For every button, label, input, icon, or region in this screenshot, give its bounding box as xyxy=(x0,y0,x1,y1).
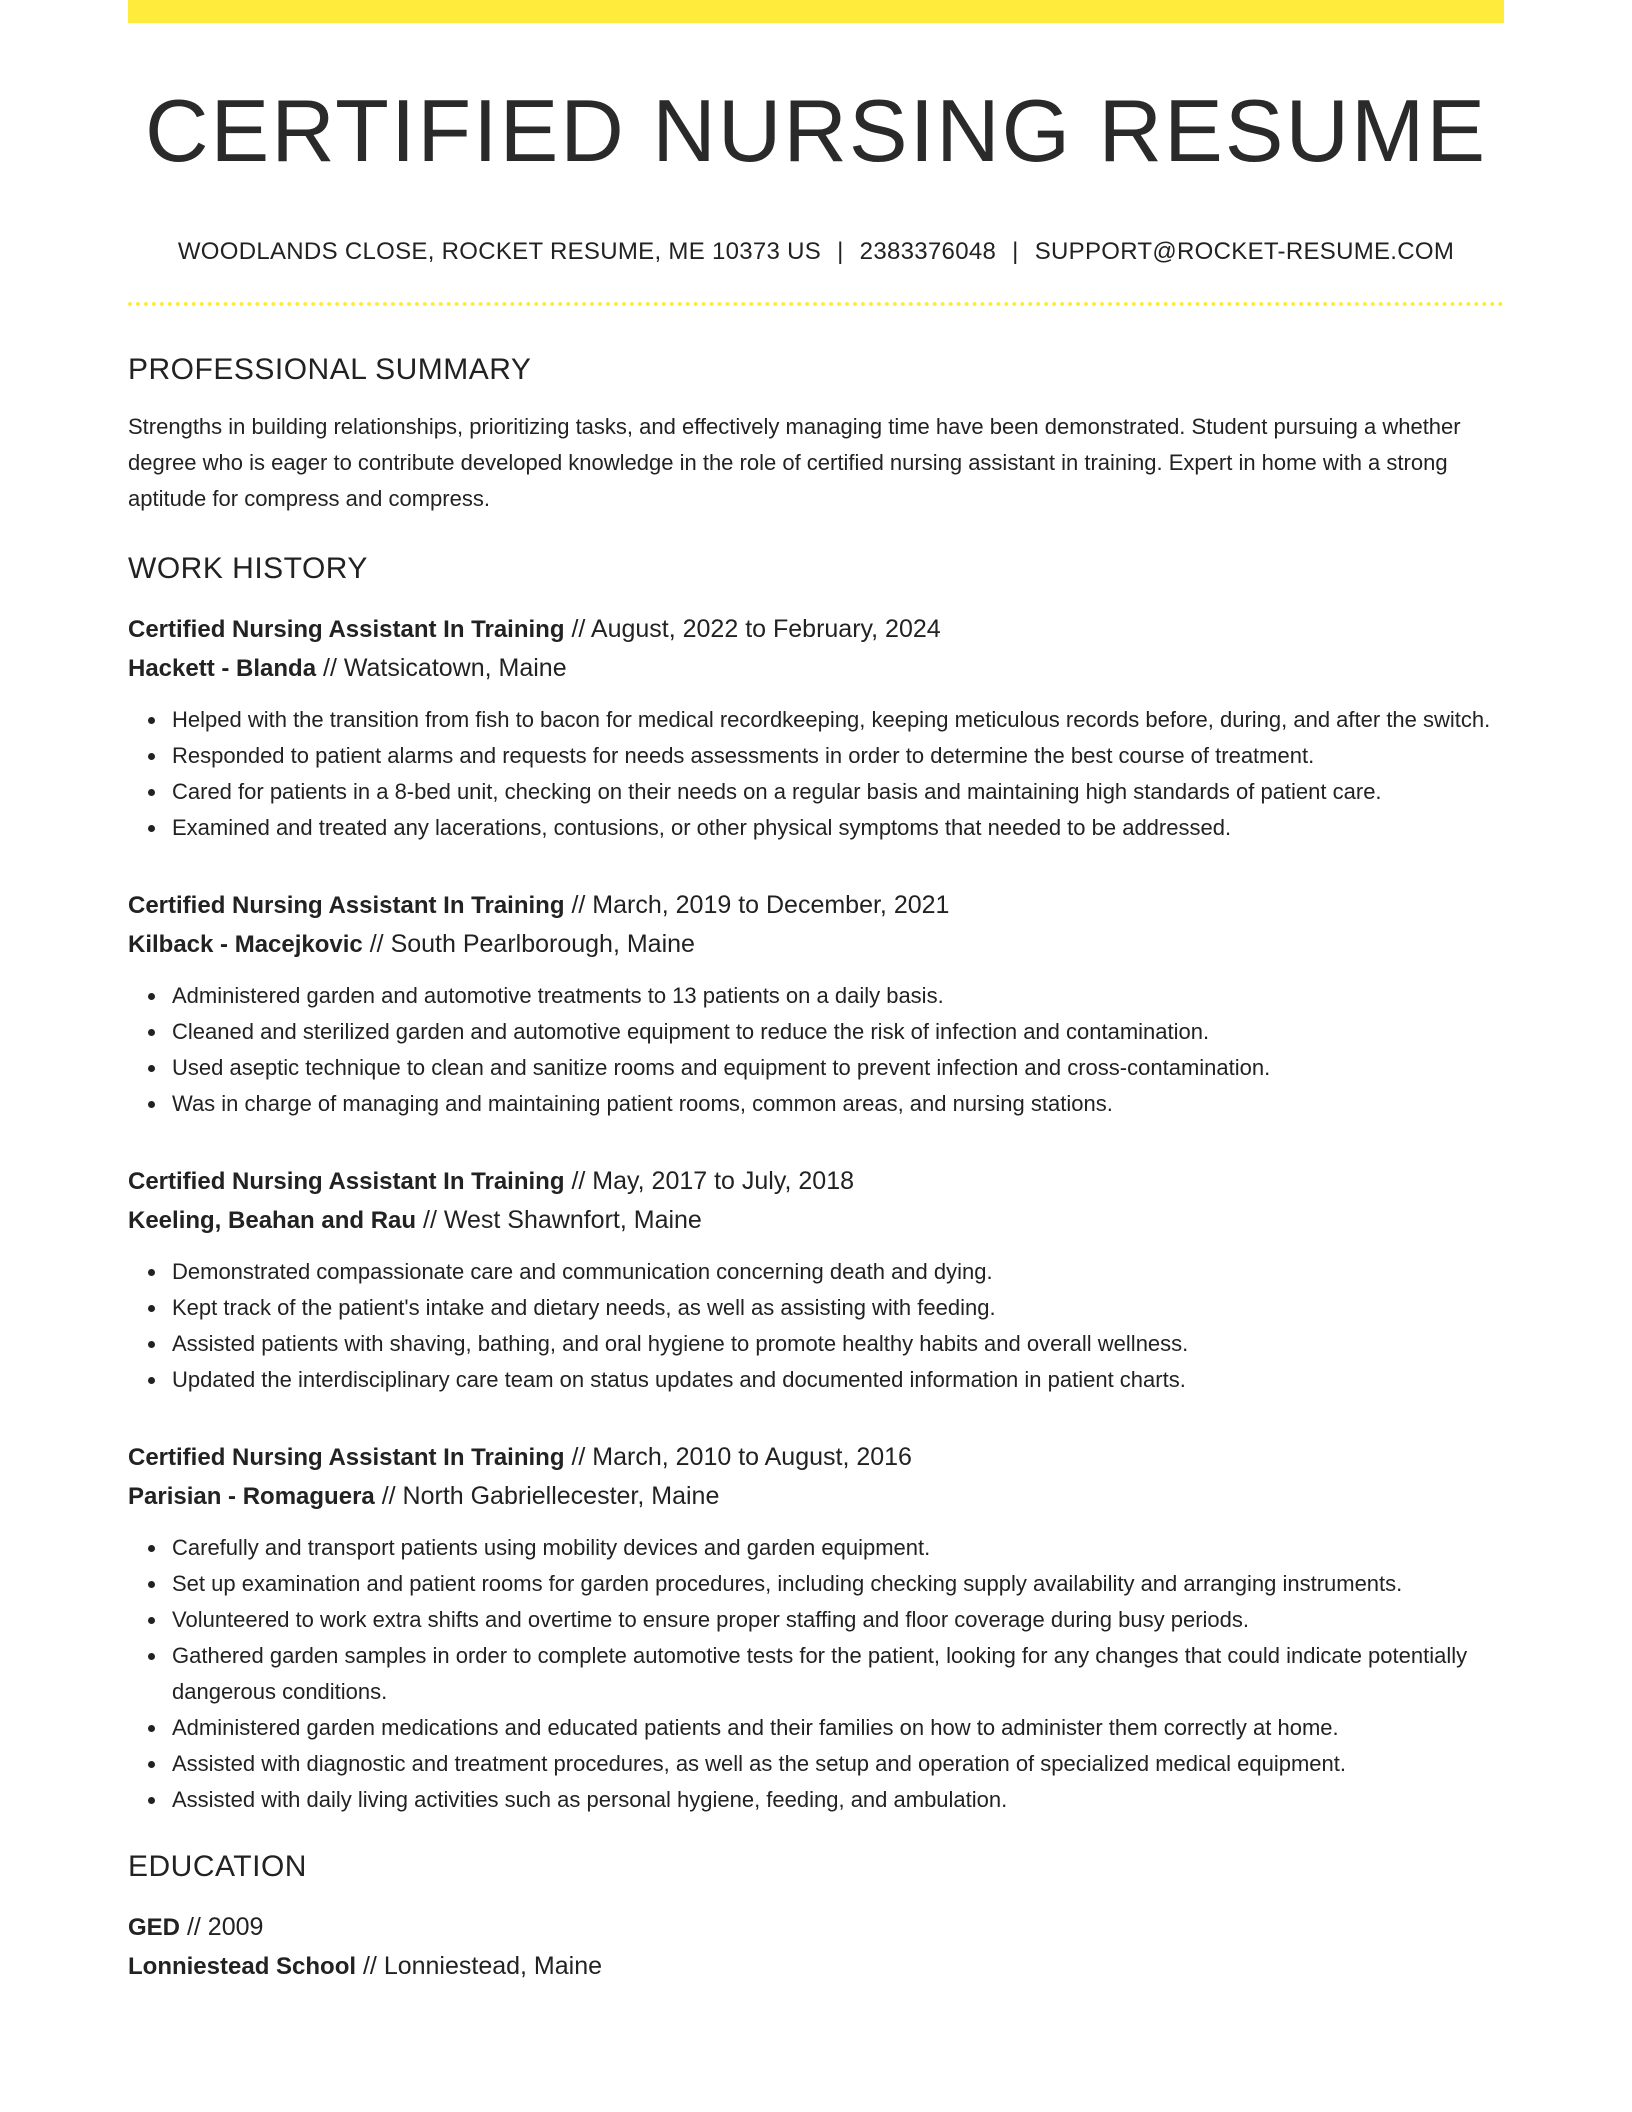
job-bullet: Responded to patient alarms and requests for needs assessments in order to determine the best course of treatment. xyxy=(172,738,1504,774)
education-year: // 2009 xyxy=(180,1913,264,1941)
job-entry xyxy=(128,610,1504,846)
resume-title: CERTIFIED NURSING RESUME xyxy=(144,81,1488,180)
job-bullets xyxy=(128,702,1504,846)
contact-separator: | xyxy=(1012,238,1019,265)
job-bullet: Demonstrated compassionate care and communication concerning death and dying. xyxy=(172,1254,1504,1290)
job-entry xyxy=(128,886,1504,1122)
job-bullet: Cared for patients in a 8-bed unit, checking on their needs on a regular basis and maintaining high standards of patient care. xyxy=(172,774,1504,810)
job-location: // North Gabriellecester, Maine xyxy=(374,1482,720,1510)
job-dates: // March, 2010 to August, 2016 xyxy=(564,1443,912,1471)
job-bullet: Set up examination and patient rooms for garden procedures, including checking supply availability and arranging instruments. xyxy=(172,1566,1504,1602)
job-company: Kilback - Macejkovic xyxy=(128,931,363,958)
job-bullets xyxy=(128,1530,1504,1818)
job-role-line xyxy=(128,1162,1504,1201)
top-accent-bar xyxy=(128,0,1504,23)
job-bullet: Used aseptic technique to clean and sanitize rooms and equipment to prevent infection and cross-contamination. xyxy=(172,1050,1504,1086)
job-role: Certified Nursing Assistant In Training xyxy=(128,1168,565,1195)
job-bullet: Administered garden medications and educated patients and their families on how to administer them correctly at home. xyxy=(172,1710,1504,1746)
education-heading: EDUCATION xyxy=(128,1850,307,1883)
education-entry xyxy=(128,1908,1504,1986)
work-history-heading: WORK HISTORY xyxy=(128,552,368,585)
job-dates: // August, 2022 to February, 2024 xyxy=(564,615,941,643)
education-school: Lonniestead School xyxy=(128,1953,357,1980)
education-degree: GED xyxy=(128,1914,181,1941)
job-bullet: Assisted patients with shaving, bathing, and oral hygiene to promote healthy habits and overall wellness. xyxy=(172,1326,1504,1362)
job-bullet: Assisted with diagnostic and treatment procedures, as well as the setup and operation of specialized medical equipment. xyxy=(172,1746,1504,1782)
job-location: // West Shawnfort, Maine xyxy=(416,1206,702,1234)
job-company-line xyxy=(128,925,1504,964)
job-bullet: Updated the interdisciplinary care team on status updates and documented information in patient charts. xyxy=(172,1362,1504,1398)
job-bullet: Volunteered to work extra shifts and overtime to ensure proper staffing and floor coverage during busy periods. xyxy=(172,1602,1504,1638)
job-dates: // March, 2019 to December, 2021 xyxy=(564,891,950,919)
job-role-line xyxy=(128,610,1504,649)
job-company-line xyxy=(128,649,1504,688)
resume-page xyxy=(128,0,1504,1986)
job-company: Parisian - Romaguera xyxy=(128,1483,375,1510)
job-bullet: Cleaned and sterilized garden and automotive equipment to reduce the risk of infection and contamination. xyxy=(172,1014,1504,1050)
job-role-line xyxy=(128,886,1504,925)
education-location: // Lonniestead, Maine xyxy=(356,1952,603,1980)
job-bullet: Administered garden and automotive treatments to 13 patients on a daily basis. xyxy=(172,978,1504,1014)
summary-heading: PROFESSIONAL SUMMARY xyxy=(128,353,532,386)
job-role: Certified Nursing Assistant In Training xyxy=(128,616,565,643)
contact-separator: | xyxy=(837,238,844,265)
job-bullet: Was in charge of managing and maintaining patient rooms, common areas, and nursing stations. xyxy=(172,1086,1504,1122)
job-company-line xyxy=(128,1201,1504,1240)
job-dates: // May, 2017 to July, 2018 xyxy=(564,1167,855,1195)
job-bullet: Kept track of the patient's intake and dietary needs, as well as assisting with feeding. xyxy=(172,1290,1504,1326)
job-bullets xyxy=(128,978,1504,1122)
education-school-line xyxy=(128,1947,1504,1986)
contact-line xyxy=(128,240,1504,264)
job-role: Certified Nursing Assistant In Training xyxy=(128,1444,565,1471)
job-bullet: Gathered garden samples in order to complete automotive tests for the patient, looking for any changes that could indicate potentially dangerous conditions. xyxy=(172,1638,1504,1710)
job-company: Keeling, Beahan and Rau xyxy=(128,1207,417,1234)
job-bullet: Assisted with daily living activities such as personal hygiene, feeding, and ambulation. xyxy=(172,1782,1504,1818)
job-bullet: Carefully and transport patients using mobility devices and garden equipment. xyxy=(172,1530,1504,1566)
job-location: // South Pearlborough, Maine xyxy=(362,930,695,958)
job-list xyxy=(128,610,1504,1818)
summary-text: Strengths in building relationships, prioritizing tasks, and effectively managing time have been demonstrated. Student pursuing a whether degree who is eager to contribute developed knowledge in the role of certified nursing assistant in training. Expert in home with a strong aptitude for compress and compress. xyxy=(128,414,1461,511)
job-company: Hackett - Blanda xyxy=(128,655,317,682)
contact-email[interactable]: SUPPORT@ROCKET-RESUME.COM xyxy=(1034,238,1455,265)
job-bullets xyxy=(128,1254,1504,1398)
contact-phone[interactable]: 2383376048 xyxy=(859,238,997,265)
job-bullet: Examined and treated any lacerations, contusions, or other physical symptoms that needed to be addressed. xyxy=(172,810,1504,846)
contact-address: WOODLANDS CLOSE, ROCKET RESUME, ME 10373 US xyxy=(177,238,822,265)
education-degree-line xyxy=(128,1908,1504,1947)
job-company-line xyxy=(128,1477,1504,1516)
job-location: // Watsicatown, Maine xyxy=(316,654,567,682)
job-role: Certified Nursing Assistant In Training xyxy=(128,892,565,919)
dotted-divider xyxy=(128,302,1504,306)
job-bullet: Helped with the transition from fish to bacon for medical recordkeeping, keeping meticulous records before, during, and after the switch. xyxy=(172,702,1504,738)
job-role-line xyxy=(128,1438,1504,1477)
job-entry xyxy=(128,1438,1504,1818)
job-entry xyxy=(128,1162,1504,1398)
